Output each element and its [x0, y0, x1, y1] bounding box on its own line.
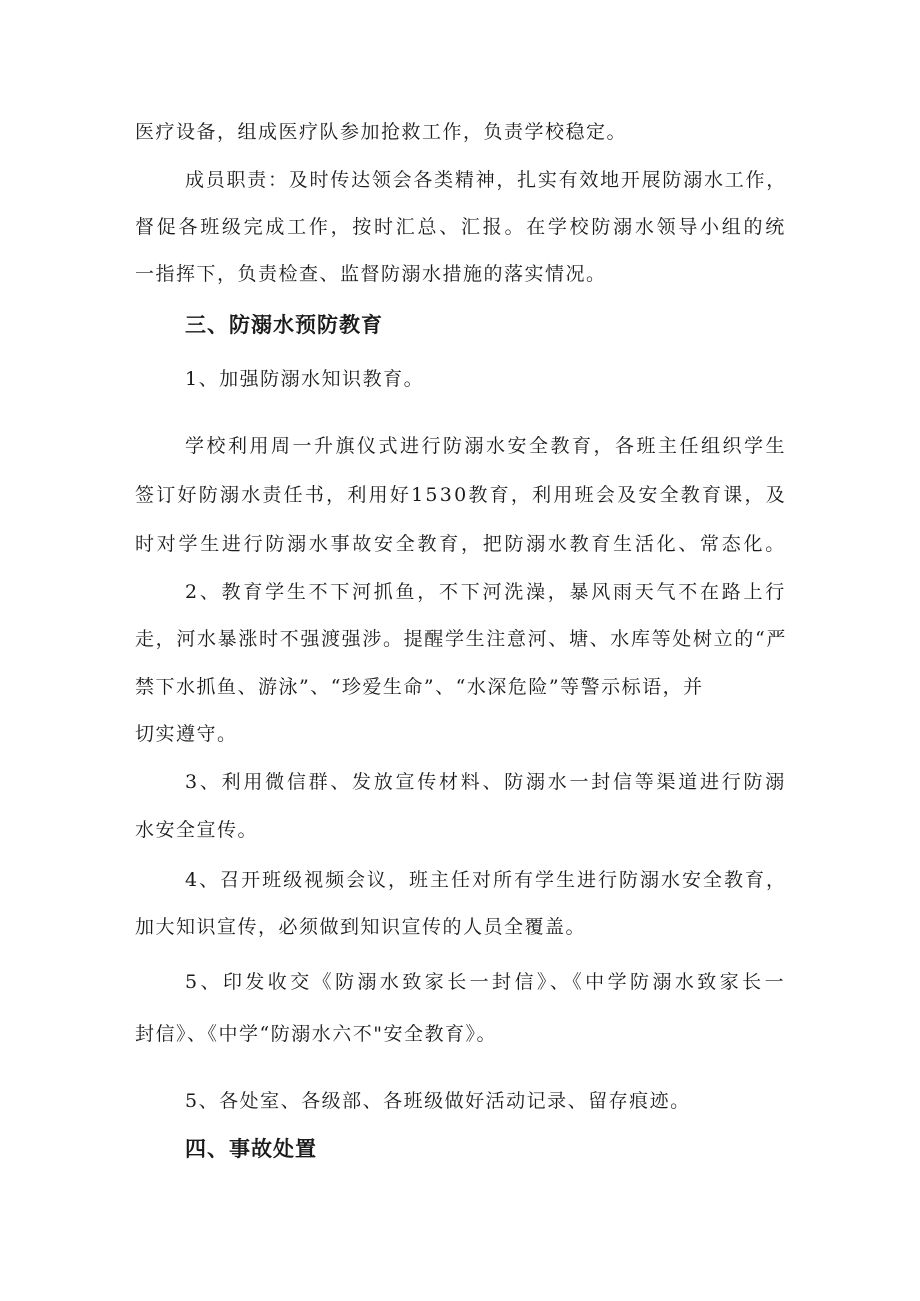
- text-line: 医疗设备，组成医疗队参加抢救工作，负责学校稳定。: [135, 121, 628, 143]
- text-line: 4、召开班级视频会议，班主任对所有学生进行防溺水安全教育，: [185, 869, 787, 891]
- text-line: 时对学生进行防溺水事故安全教育，把防溺水教育生活化、常态化。: [135, 533, 787, 555]
- text-line: 1、加强防溺水知识教育。: [185, 368, 425, 390]
- text-line: 水安全宣传。: [135, 819, 259, 841]
- text-line: 3、利用微信群、发放宣传材料、防溺水一封信等渠道进行防溺: [185, 771, 787, 793]
- text-line: 2、教育学生不下河抓鱼，不下河洗澡，暴风雨天气不在路上行: [185, 581, 787, 603]
- section-heading: 三、防溺水预防教育: [185, 313, 383, 337]
- text-line: 成员职责：及时传达领会各类精神，扎实有效地开展防溺水工作，: [185, 169, 787, 191]
- text-line: 签订好防溺水责任书，利用好1530教育，利用班会及安全教育课，及: [135, 484, 787, 506]
- text-line: 一指挥下，负责检查、监督防溺水措施的落实情况。: [135, 263, 607, 285]
- text-line: 加大知识宣传，必须做到知识宣传的人员全覆盖。: [135, 916, 587, 938]
- text-line: 封信》、《中学“防溺水六不"安全教育》。: [135, 1023, 497, 1045]
- text-line: 督促各班级完成工作，按时汇总、汇报。在学校防溺水领导小组的统: [135, 216, 787, 238]
- text-line: 学校利用周一升旗仪式进行防溺水安全教育，各班主任组织学生: [185, 435, 787, 457]
- text-line: 禁下水抓鱼、游泳”、“珍爱生命”、“水深危险”等警示标语，并: [135, 676, 704, 698]
- text-line: 5、印发收交《防溺水致家长一封信》、《中学防溺水致家长一: [185, 971, 787, 993]
- section-heading: 四、事故处置: [185, 1137, 317, 1161]
- text-line: 5、各处室、各级部、各班级做好活动记录、留存痕迹。: [185, 1090, 691, 1112]
- text-line: 走，河水暴涨时不强渡强涉。提醒学生注意河、塘、水库等处树立的“严: [135, 628, 787, 650]
- text-line: 切实遵守。: [135, 723, 238, 745]
